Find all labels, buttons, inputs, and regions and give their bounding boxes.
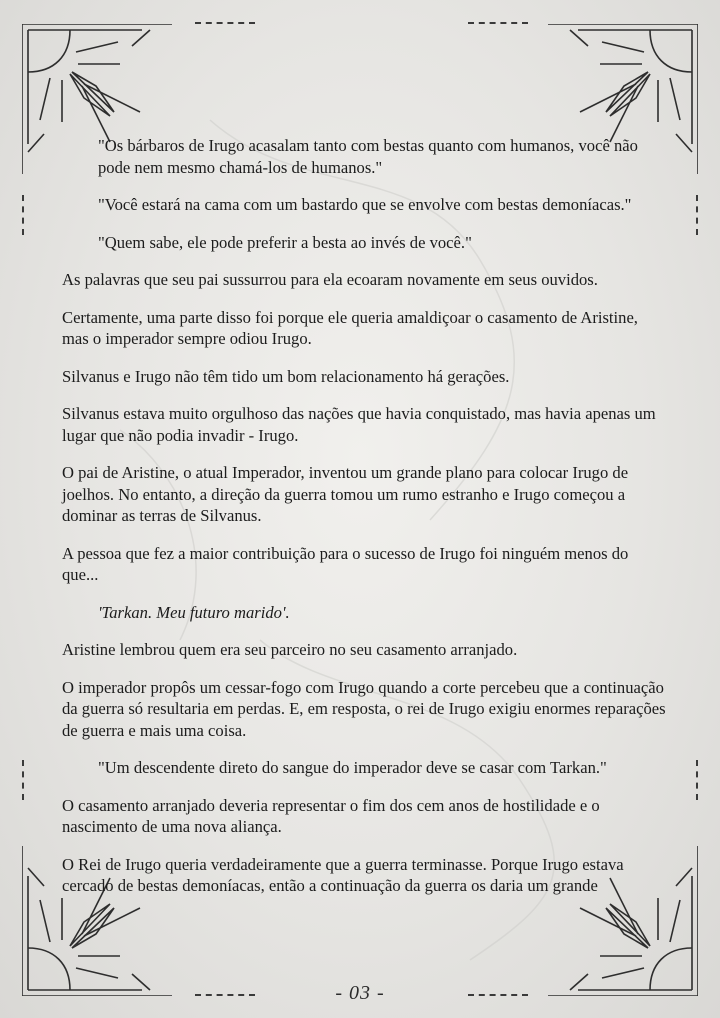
paragraph: O imperador propôs um cessar-fogo com Irugo quando a corte percebeu que a continuação da guerra só resultaria em perdas. E, em resposta, o rei de Irugo exigiu enormes reparações de guerra e mais uma coisa. (62, 677, 666, 740)
paragraph: O casamento arranjado deveria representar o fim dos cem anos de hostilidade e o nascimento de uma nova aliança. (62, 795, 600, 836)
border-dash-right-bottom (696, 760, 698, 800)
paragraph: Aristine lembrou quem era seu parceiro no seu casamento arranjado. (62, 640, 518, 659)
border-dash-top-left (195, 22, 255, 24)
paragraph: A pessoa que fez a maior contribuição para o sucesso de Irugo foi ninguém menos do que... (62, 543, 629, 584)
paragraph: "Quem sabe, ele pode preferir a besta ao invés de você." (98, 232, 472, 252)
paragraph: 'Tarkan. Meu futuro marido'. (98, 602, 290, 622)
border-dash-right-top (696, 195, 698, 235)
page-number: - 03 - (335, 982, 385, 1004)
paragraph: Silvanus estava muito orgulhoso das nações que havia conquistado, mas havia apenas um lugar que não podia invadir - Irugo. (62, 404, 656, 445)
paragraph: Certamente, uma parte disso foi porque ele queria amaldiçoar o casamento de Aristine, mas o imperador sempre odiou Irugo. (62, 307, 638, 348)
paragraph: "Os bárbaros de Irugo acasalam tanto com bestas quanto com humanos, você não pode nem mesmo chamá-los de humanos." (98, 136, 638, 177)
border-dash-top-right (468, 22, 528, 24)
page-body (62, 135, 668, 913)
paragraph: O Rei de Irugo queria verdadeiramente que a guerra terminasse. Porque Irugo estava cercado de bestas demoníacas, então a continuação da guerra os daria um grande (62, 854, 624, 895)
paragraph: "Um descendente direto do sangue do imperador deve se casar com Tarkan." (98, 758, 607, 777)
border-dash-left-bottom (22, 760, 24, 800)
paragraph: Silvanus e Irugo não têm tido um bom relacionamento há gerações. (62, 366, 510, 386)
border-dash-left-top (22, 195, 24, 235)
paragraph: "Você estará na cama com um bastardo que se envolve com bestas demoníacas." (98, 195, 632, 214)
paragraph: As palavras que seu pai sussurrou para ela ecoaram novamente em seus ouvidos. (62, 270, 598, 289)
paragraph: O pai de Aristine, o atual Imperador, inventou um grande plano para colocar Irugo de joelhos. No entanto, a direção da guerra tomou um rumo estranho e Irugo começou a dominar as terras de Silvanus. (62, 463, 629, 525)
